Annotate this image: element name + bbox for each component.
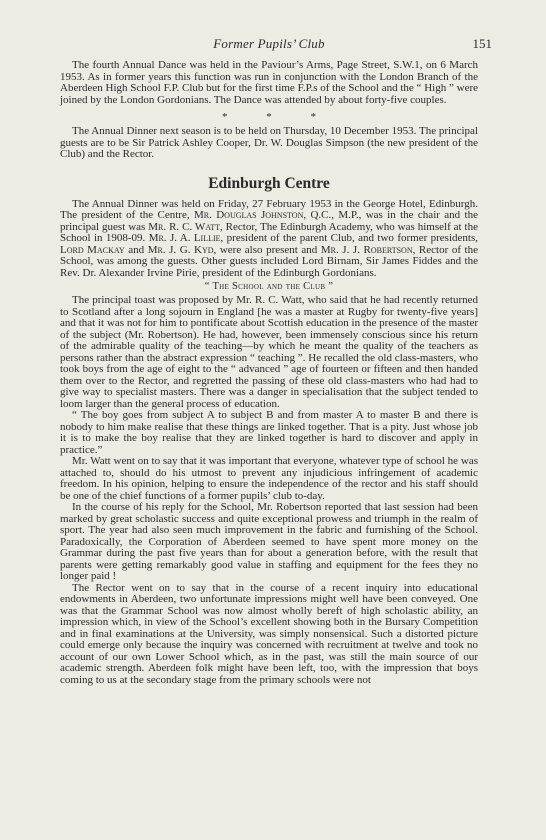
- person-name: Mr. R. C. Watt: [148, 220, 220, 233]
- edinburgh-paragraph-3: “ The boy goes from subject A to subject B and from master A to master B and there is nobody to him make realise that these things are linked together. That is a pity. Just whose job it is to make the boy realise that they are linked together is hard to discover and apply in practice.”: [60, 409, 478, 456]
- edinburgh-paragraph-6: The Rector went on to say that in the course of a recent inquiry into educational endowments in Aberdeen, two unfortunate impressions might well have been conveyed. One was that the Grammar School was now almost wholly bereft of high scholastic ability, an impression which, in view of the School’s excellent showing both in the Bursary Competition and in final examinations at the University, was simply nonsensical. Such a distorted picture could emerge only because the inquiry was concerned with recruitment at twelve and took no account of our own Lower School which, as in the past, was still the main source of our academic strength. Aberdeen folk might have been left, too, with the impression that boys coming to us at the secondary stage from the primary schools were not: [60, 581, 478, 686]
- text-run: The Annual Dinner was held on Friday, 27 February 1953 in the George Hotel, Edinburgh. The president of the Centre,: [60, 197, 478, 221]
- person-name: Mr. J. J. Robertson: [320, 243, 413, 256]
- person-name: Mr. Douglas Johnston: [193, 209, 304, 221]
- section-separator: * * *: [222, 111, 334, 123]
- person-name: Mr. J. A. Lillie: [148, 232, 221, 244]
- edinburgh-paragraph-1: [60, 199, 478, 280]
- edinburgh-paragraph-5: In the course of his reply for the School, Mr. Robertson reported that last session had been marked by great scholastic success and quite exceptional prowess and triumph in the realm of sport. The year had also seen much improvement in the fabric and furnishing of the School. Paradoxically, the Corporation of Aberdeen seemed to have spent more money on the Grammar during the past five years than for about a generation before, with the result that parents were getting remarkably good value in staffing and equipment for the fees they no longer paid !: [60, 501, 478, 582]
- section-heading: Edinburgh Centre: [208, 174, 330, 192]
- edinburgh-paragraph-2: The principal toast was proposed by Mr. R. C. Watt, who said that he had recently returned to Scotland after a long sojourn in England [he was a master at Rugby for twenty-five years] and that it was not for him to pontificate about Scottish education in the presence of the master of the subject (Mr. Robertson). He had, however, been immensely conscious since his return of the admirable quality of the teaching—by which he meant the quality of the teachers as persons rather than the abstract expression “ teaching ”. He recalled the old class-masters, who took boys from the age of eight to the “ advanced ” age of fourteen or fifteen and then handed them over to the Rector, and regretted the passing of these old class-masters who had had to give way to specialist masters. There was a danger in specialisation that the subject tended to loom larger than the general process of education.: [60, 294, 478, 410]
- london-paragraph-1: The fourth Annual Dance was held in the Paviour’s Arms, Page Street, S.W.1, on 6 March 1953. As in former years this function was run in conjunction with the London Branch of the Aberdeen High School F.P. Club but for the first time F.P.s of the School and the “ High ” were joined by the London Gordonians. The Dance was attended by about forty-five couples.: [60, 59, 478, 106]
- toast-heading: “ The School and the Club ”: [204, 281, 334, 292]
- london-paragraph-2: The Annual Dinner next season is to be held on Thursday, 10 December 1953. The principal guests are to be Sir Patrick Ashley Cooper, Dr. W. Douglas Simpson (the new president of the Club) and the Rector.: [60, 125, 478, 160]
- text-run: , president of the parent Club, and two former presidents,: [220, 232, 478, 244]
- person-name: Lord Mackay: [60, 243, 125, 256]
- edinburgh-paragraph-4: Mr. Watt went on to say that it was important that everyone, whatever type of school he was attached to, should do his utmost to prevent any injudicious infringement of academic freedom. In his opinion, helping to ensure the independence of the rector and his staff should be one of the chief functions of a former pupils’ club to-day.: [60, 455, 478, 502]
- running-title: Former Pupils’ Club: [213, 36, 325, 51]
- text-run: , were also present and: [213, 243, 321, 256]
- text-run: , Q.C., M.P., was in the chair and the principal guest was: [60, 209, 478, 233]
- text-run: and: [124, 243, 148, 256]
- text-run: , Rector of the School, was among the guests. Other guests included Lord Birnam, Sir James Fiddes and the Rev. Dr. Alexander Irvine Pirie, president of the Edinburgh Gordonians.: [60, 243, 478, 279]
- person-name: Mr. J. G. Kyd: [147, 243, 214, 256]
- running-head: [60, 36, 492, 56]
- text-run: , Rector, The Edinburgh Academy, who was himself at the School in 1908-09.: [60, 220, 478, 244]
- page-number: 151: [472, 36, 492, 51]
